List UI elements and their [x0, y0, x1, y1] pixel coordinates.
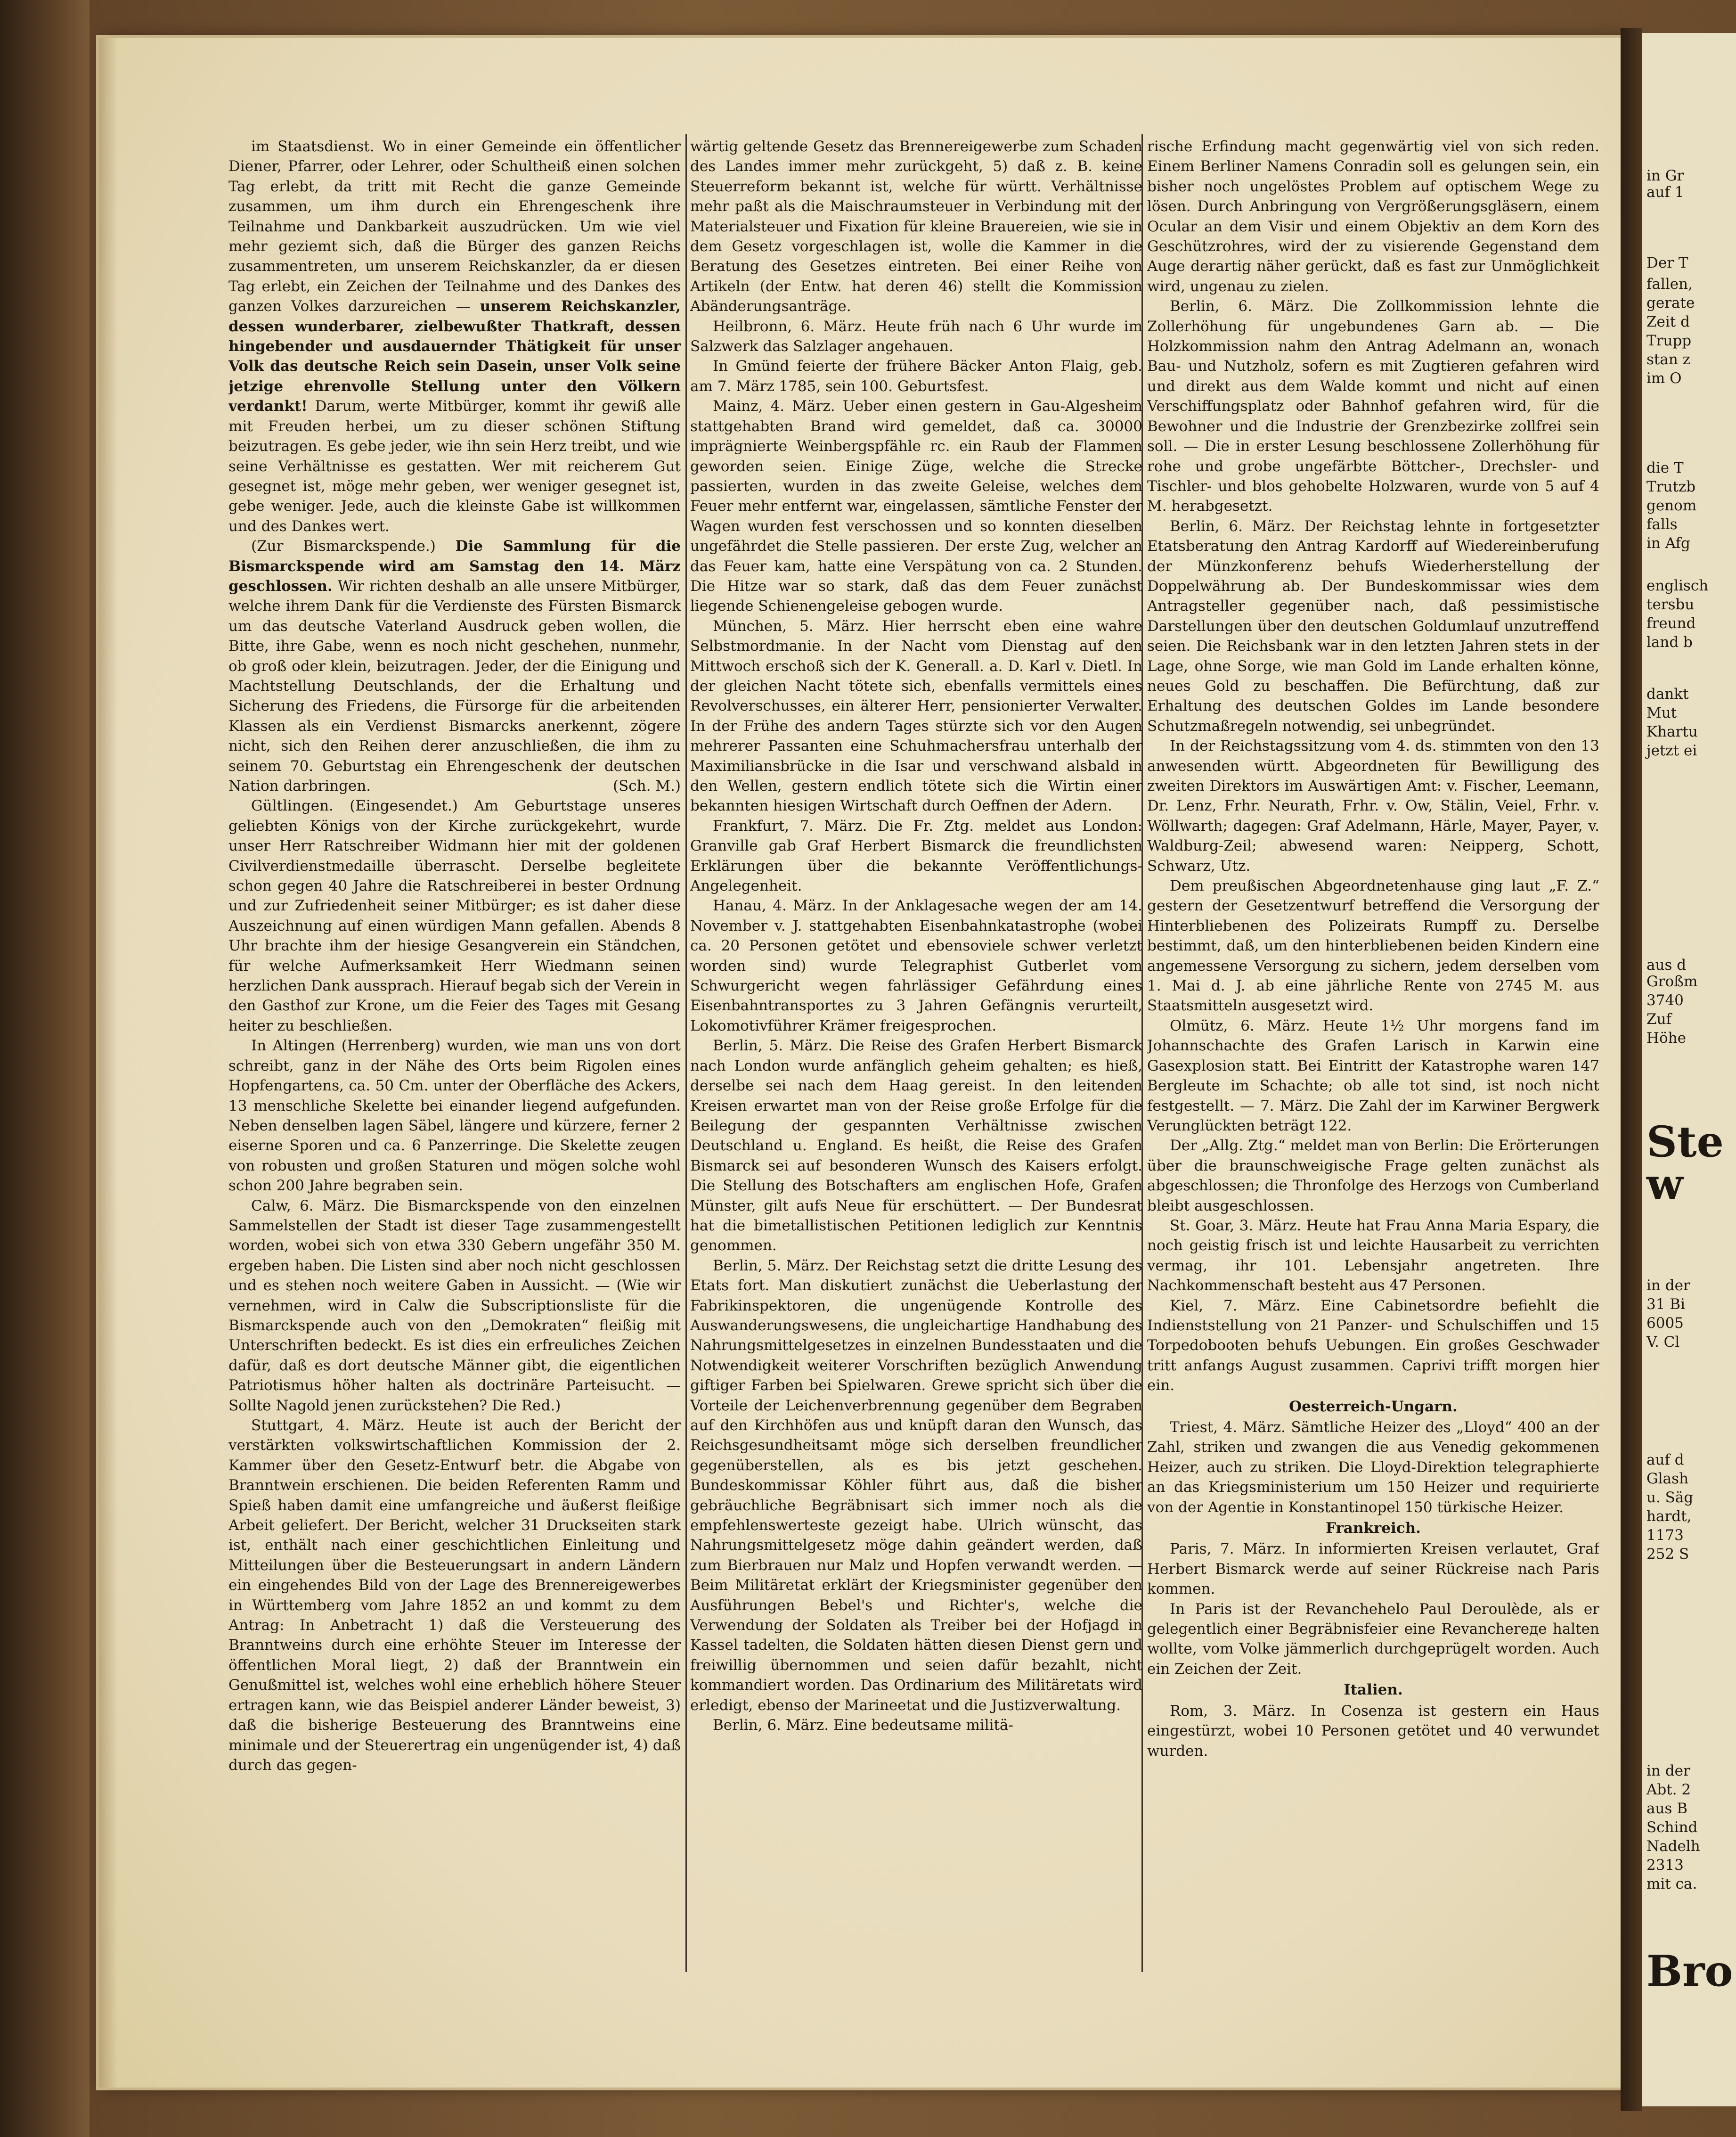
- adjacent-text-fragment: Mut: [1646, 704, 1677, 721]
- article-paragraph: [690, 1256, 1142, 1715]
- paragraph-text: Kiel, 7. März. Eine Cabinetsordre befiehlt die Indienststellung von 21 Panzer- und Schulschiffen und 15 Torpedobooten behufs Uebungen. Ein großes Geschwader tritt anfangs August zusammen. Caprivi trifft morgen hier ein.: [1147, 1297, 1599, 1394]
- adjacent-text-fragment: die T: [1646, 459, 1684, 476]
- adjacent-text-fragment: freund: [1646, 615, 1696, 632]
- adjacent-text-fragment: mit ca.: [1646, 1875, 1697, 1892]
- article-paragraph: [690, 356, 1142, 396]
- paragraph-text: München, 5. März. Hier herrscht eben eine wahre Selbstmordmanie. In der Nacht vom Dienstag auf den Mittwoch erschoß sich der K. Generall. a. D. Karl v. Dietl. In der gleichen Nacht tötete sich, ebenfalls vermittels eines Revolverschusses, ein älterer Herr, pensionierter Verwalter. In der Frühe des andern Tages stürzte sich vor den Augen mehrerer Passanten eine Schuhmachersfrau unterhalb der Maximiliansbrücke in die Isar und verschwand alsbald in den Wellen, gestern endlich tötete sich die Wirtin einer bekannten hiesigen Wirtschaft durch Oeffnen der Adern.: [690, 617, 1142, 815]
- article-paragraph: [690, 616, 1142, 816]
- paragraph-text: Berlin, 6. März. Die Zollkommission lehnte die Zollerhöhung für ungebundenes Garn ab. — Die Holzkommission nahm den Antrag Adelmann an, wonach Bau- und Nutzholz, sofern es mit Zugtieren gefahren wird und direkt aus dem Walde kommt und nicht auf einen Verschiffungsplatz oder Bahnhof gefahren wird, für die Bewohner und die Industrie der Grenzbezirke zollfrei sein soll. — Die in erster Lesung beschlossene Zollerhöhung für rohe und grobe ungefärbte Böttcher-, Drechsler- und Tischler- und blos gehobelte Holzwaren, wurde von 5 auf 4 M. herabgesetzt.: [1147, 298, 1599, 515]
- section-heading: Frankreich.: [1326, 1520, 1421, 1537]
- adjacent-text-fragment: Nadelh: [1646, 1838, 1700, 1855]
- bold-emphasis: Die Sammlung für die Bismarckspende wird am Samstag den 14. März geschlossen.: [228, 538, 681, 595]
- section-heading: Oesterreich-Ungarn.: [1289, 1398, 1458, 1415]
- adjacent-text-fragment: Höhe: [1646, 1030, 1687, 1047]
- adjacent-text-fragment: Bro: [1646, 1946, 1733, 1996]
- adjacent-text-fragment: tersbu: [1646, 596, 1695, 613]
- article-paragraph: [1147, 1136, 1599, 1216]
- paragraph-text: Hanau, 4. März. In der Anklagesache wegen der am 14. November v. J. stattgehabten Eisenbahnkatastrophe (wobei ca. 20 Personen getötet und ebensoviele schwer verletzt worden sind) wurde Telegraphist Gutberlet vom Schwurgericht wegen fahrlässiger Gefährdung eines Eisenbahntransportes zu 3 Jahren Gefängnis verurteilt, Lokomotivführer Krämer freigesprochen.: [690, 897, 1142, 1034]
- adjacent-text-fragment: Trupp: [1646, 332, 1692, 349]
- article-paragraph: [228, 1036, 681, 1195]
- article-paragraph: [228, 1416, 681, 1775]
- paragraph-text: Stuttgart, 4. März. Heute ist auch der Bericht der verstärkten volkswirtschaftlichen Kommission der 2. Kammer über den Gesetz-Entwurf betr. die Abgabe von Branntwein erschienen. Die beiden Referenten Ramm und Spieß haben damit eine umfangreiche und äußerst fleißige Arbeit geliefert. Der Bericht, welcher 31 Druckseiten stark ist, enthält nach einer geschichtlichen Einleitung und Mitteilungen über die Besteuerungsart in andern Ländern ein eingehendes Bild von der Lage des Brennereigewerbes in Württemberg vom Jahre 1852 an und kommt zu dem Antrag: In Anbetracht 1) daß die Versteuerung des Branntweins durch eine erhöhte Steuer im Interesse der öffentlichen Moral liegt, 2) daß der Branntwein ein Genußmittel ist, welches wohl eine erheblich höhere Steuer ertragen kann, wie das Beispiel anderer Länder beweist, 3) daß die bisherige Besteuerung des Branntweins eine minimale und der Steuerertrag ein ungenügender ist, 4) daß durch das gegen-: [228, 1417, 681, 1774]
- paragraph-text: In Gmünd feierte der frühere Bäcker Anton Flaig, geb. am 7. März 1785, sein 100. Geburtsfest.: [690, 358, 1142, 395]
- article-paragraph: [690, 137, 1142, 317]
- paragraph-text: Paris, 7. März. In informierten Kreisen verlautet, Graf Herbert Bismarck werde auf seiner Rückreise nach Paris kommen.: [1147, 1540, 1599, 1598]
- paragraph-text: Calw, 6. März. Die Bismarckspende von den einzelnen Sammelstellen der Stadt ist dieser Tage zusammengestellt worden, wobei sich von etwa 330 Gebern ungefähr 350 M. ergeben haben. Die Listen sind aber noch nicht geschlossen und es stehen noch weitere Gaben in Aussicht. — (Wie wir vernehmen, wird in Calw die Subscriptionsliste für die Bismarckspende auch von den „Demokraten“ fleißig mit Unterschriften bedeckt. Es ist dies ein erfreuliches Zeichen dafür, daß es dort deutsche Männer gibt, die eigentlichen Patriotismus höher halten als doctrinäre Parteisucht. — Sollte Nagold jenen zurückstehen? Die Red.): [228, 1197, 681, 1414]
- author-signature: (Sch. M.): [612, 778, 681, 794]
- article-paragraph: [690, 1715, 1142, 1735]
- paragraph-text: Berlin, 5. März. Der Reichstag setzt die dritte Lesung des Etats fort. Man diskutiert zunächst die Ueberlastung der Fabrikinspektoren, die ungenügende Kontrolle des Auswanderungswesens, die ungleichartige Handhabung des Nahrungsmittelgesetzes in einzelnen Bundesstaaten und die Notwendigkeit weiterer Vorschriften bezüglich Anwendung giftiger Farben bei Spielwaren. Grewe spricht sich über die Vorteile der Leichenverbrennung gegenüber dem Begraben auf den Kirchhöfen aus und knüpft daran den Wunsch, das Reichsgesundheitsamt möge sich derselben freundlicher gegenüberstellen, als es bis jetzt geschehen. Bundeskommissar Köhler führt aus, daß die bisher gebräuchliche Begräbnisart sich immer noch als die empfehlenswerteste gezeigt habe. Ulrich wünscht, das Nahrungsmittelgesetz möge dahin geändert werden, daß zum Bierbrauen nur Malz und Hopfen verwandt werden. — Beim Militäretat erklärt der Kriegsminister gegenüber den Ausführungen Bebel's und Richter's, welche die Verwendung der Soldaten als Treiber bei der Hofjagd in Kassel tadelten, die Soldaten hätten diesen Dienst gern und freiwillig übernommen und seien dafür bezahlt, nicht kommandiert worden. Das Ordinarium des Militäretats wird erledigt, ebenso der Marineetat und die Justizverwaltung.: [690, 1257, 1142, 1714]
- adjacent-text-fragment: gerate: [1646, 295, 1695, 311]
- adjacent-text-fragment: Abt. 2: [1646, 1781, 1691, 1798]
- adjacent-text-fragment: aus B: [1646, 1800, 1687, 1817]
- paragraph-text: Berlin, 6. März. Eine bedeutsame militä-: [713, 1717, 1014, 1734]
- adjacent-text-fragment: jetzt ei: [1646, 742, 1697, 759]
- paragraph-text: Gültlingen. (Eingesendet.) Am Geburtstage unseres geliebten Königs von der Kirche zurückgekehrt, wurde unser Herr Ratschreiber Widmann hier mit der goldenen Civilverdienstmedaille überrascht. Derselbe begleitete schon gegen 40 Jahre die Ratschreiberei in bester Ordnung und zur Zufriedenheit seiner Mitbürger; es ist daher diese Auszeichnung auf einen würdigen Mann gefallen. Abends 8 Uhr brachte ihm der hiesige Gesangverein ein Ständchen, für welche Aufmerksamkeit Herr Wiedmann seinen herzlichen Dank aussprach. Hierauf begab sich der Verein in den Gasthof zur Krone, um die Feier des Tages mit Gesang heiter zu beschließen.: [228, 797, 681, 1034]
- article-paragraph: [690, 317, 1142, 357]
- adjacent-text-fragment: in der: [1646, 1277, 1690, 1294]
- adjacent-text-fragment: Ste: [1646, 1117, 1724, 1167]
- adjacent-text-fragment: englisch: [1646, 577, 1709, 594]
- paragraph-text: (Zur Bismarckspende.): [251, 538, 456, 555]
- paragraph-text: rische Erfindung macht gegenwärtig viel von sich reden. Einem Berliner Namens Conradin soll es gelungen sein, ein bisher noch ungelöstes Problem auf optischem Wege zu lösen. Durch Anbringung von Vergrößerungsgläsern, einem Ocular an dem Visir und einem Objektiv an dem Korn des Geschützrohres, wird der zu visierende Gegenstand dem Auge derartig näher gerückt, daß es fast zur Unmöglichkeit wird, ungenau zu zielen.: [1147, 138, 1599, 295]
- paragraph-text: In Altingen (Herrenberg) wurden, wie man uns von dort schreibt, ganz in der Nähe des Orts beim Rigolen eines Hopfengartens, ca. 50 Cm. unter der Oberfläche des Ackers, 13 menschliche Skelette bei einander liegend aufgefunden. Neben denselben lagen Säbel, längere und kürzere, ferner 2 eiserne Sporen und ca. 6 Panzerringe. Die Skelette zeugen von robusten und großen Staturen und mögen solche wohl schon 200 Jahre begraben sein.: [228, 1037, 681, 1195]
- paragraph-text: Der „Allg. Ztg.“ meldet man von Berlin: Die Erörterungen über die braunschweigische Frage gelten zunächst als abgeschlossen; die Thronfolge des Herzogs von Cumberland bleibt ausgeschlossen.: [1147, 1137, 1599, 1214]
- text-column-1: [228, 137, 681, 1965]
- article-paragraph: [1147, 1016, 1599, 1136]
- adjacent-text-fragment: Trutzb: [1646, 478, 1696, 495]
- page-gutter: [1621, 28, 1642, 2111]
- adjacent-text-fragment: stan z: [1646, 351, 1690, 368]
- article-paragraph: [1147, 876, 1599, 1016]
- article-paragraph: [1147, 1701, 1599, 1761]
- article-paragraph: [690, 896, 1142, 1036]
- article-paragraph: [1147, 137, 1599, 296]
- article-paragraph: [690, 816, 1142, 896]
- adjacent-text-fragment: in Afg: [1646, 535, 1690, 552]
- section-heading: Italien.: [1344, 1681, 1403, 1699]
- page-edge-shadow: [99, 38, 118, 2088]
- adjacent-text-fragment: Khartu: [1646, 723, 1698, 740]
- article-paragraph: [1147, 1216, 1599, 1296]
- adjacent-text-fragment: auf d: [1646, 1451, 1684, 1468]
- paragraph-text: Dem preußischen Abgeordnetenhause ging laut „F. Z.“ gestern der Gesetzentwurf betreffend die Versorgung der Hinterbliebenen des Polizeirats Rumpff zu. Derselbe bestimmt, daß, um den hinterbliebenen beiden Kindern eine angemessene Versorgung zu sichern, jedem derselben vom 1. Mai d. J. ab eine jährliche Rente von 2745 M. aus Staatsmitteln ausgesetzt wird.: [1147, 877, 1599, 1015]
- adjacent-text-fragment: Zuf: [1646, 1011, 1671, 1028]
- adjacent-text-fragment: 6005: [1646, 1315, 1684, 1332]
- paragraph-text: Mainz, 4. März. Ueber einen gestern in Gau-Algesheim stattgehabten Brand wird gemeldet, daß ca. 30000 imprägnierte Weinbergspfähle rc. ein Raub der Flammen geworden seien. Einige Züge, welche die Strecke passierten, wurden in das zweite Geleise, welches dem Feuer mehr entfernt war, eingelassen, sämtliche Fenster der Wagen wurden fest verschossen und so konnten dieselben ungefährdet die Stelle passieren. Der erste Zug, welcher an das Feuer kam, hatte eine Verspätung von ca. 2 Stunden. Die Hitze war so stark, daß das dem Feuer zunächst liegende Schienengeleise gebogen wurde.: [690, 398, 1142, 615]
- article-paragraph: [1147, 736, 1599, 876]
- adjacent-text-fragment: w: [1646, 1159, 1683, 1209]
- paragraph-text: Berlin, 6. März. Der Reichstag lehnte in fortgesetzter Etatsberatung den Antrag Kardorff auf Wiedereinberufung der Münzkonferenz behufs Wiederherstellung der Doppelwährung ab. Der Bundeskommissar wies dem Antragsteller gegenüber nach, daß pessimistische Darstellungen über den deutschen Goldumlauf unzutreffend seien. Die Reichsbank war in den letzten Jahren stets in der Lage, ohne Sorge, wie man Gold im Lande erhalten könne, neues Gold zu beschaffen. Die Befürchtung, daß zur Erhaltung des deutschen Goldes im Lande besondere Schutzmaßregeln notwendig, sei unbegründet.: [1147, 517, 1599, 735]
- bold-emphasis: unserem Reichskanzler, dessen wunderbarer, zielbewußter Thatkraft, dessen hingebender und ausdauernder Thätigkeit für unser Volk das deutsche Reich sein Dasein, unser Volk seine jetzige ehrenvolle Stellung unter den Völkern verdankt!: [228, 298, 681, 415]
- adjacent-text-fragment: Glash: [1646, 1470, 1689, 1487]
- paragraph-text: im Staatsdienst. Wo in einer Gemeinde ein öffentlicher Diener, Pfarrer, oder Lehrer, oder Schultheiß einen solchen Tag erlebt, da tritt mit Recht die ganze Gemeinde zusammen, um ihm durch ein Ehrengeschenk ihre Teilnahme und Dankbarkeit auszudrücken. Um wie viel mehr geziemt sich, daß die Bürger des ganzen Reichs zusammentreten, um unserem Reichskanzler, da er diesen Tag erlebt, ein Zeichen der Teilnahme und des Dankes des ganzen Volkes darzureichen —: [228, 138, 681, 315]
- adjacent-text-fragment: land b: [1646, 634, 1693, 651]
- adjacent-page-fragment: [1642, 33, 1736, 2106]
- adjacent-text-fragment: 252 S: [1646, 1546, 1689, 1563]
- adjacent-text-fragment: u. Säg: [1646, 1489, 1694, 1506]
- paragraph-text: Heilbronn, 6. März. Heute früh nach 6 Uhr wurde im Salzwerk das Salzlager angehauen.: [690, 318, 1142, 355]
- paragraph-text: In Paris ist der Revanchehelo Paul Deroulède, als er gelegentlich einer Begräbnisfeier eine Revanchereде halten wollte, vom Volke jämmerlich durchgeprügelt worden. Auch ein Zeichen der Zeit.: [1147, 1600, 1599, 1678]
- paragraph-text: In der Reichstagssitzung vom 4. ds. stimmten von den 13 anwesenden württ. Abgeordneten für Bewilligung des zweiten Direktors im Auswärtigen Amt: v. Fischer, Leemann, Dr. Lenz, Frhr. Neurath, Frhr. v. Ow, Stälin, Veiel, Frhr. v. Wöllwarth; dagegen: Graf Adelmann, Härle, Mayer, Payer, v. Waldburg-Zeil; abwesend waren: Neipperg, Schott, Schwarz, Utz.: [1147, 737, 1599, 875]
- paragraph-text: St. Goar, 3. März. Heute hat Frau Anna Maria Espary, die noch geistig frisch ist und leichte Hausarbeit zu verrichten vermag, ihr 101. Lebensjahr angetreten. Ihre Nachkommenschaft besteht aus 47 Personen.: [1147, 1217, 1599, 1294]
- adjacent-text-fragment: in Gr: [1646, 167, 1684, 184]
- paragraph-text: Olmütz, 6. März. Heute 1½ Uhr morgens fand im Johannschachte des Grafen Larisch in Karwin eine Gasexplosion statt. Bei Eintritt der Katastrophe waren 147 Bergleute im Schachte; ob alle tot sind, ist noch nicht festgestellt. — 7. März. Die Zahl der im Karwiner Bergwerk Verunglückten beträgt 122.: [1147, 1017, 1599, 1134]
- article-paragraph: [690, 1036, 1142, 1255]
- article-paragraph: [1147, 1599, 1599, 1679]
- paragraph-text: Darum, werte Mitbürger, kommt ihr gewiß alle mit Freuden herbei, um zu dieser schönen Stiftung beizutragen. Es gebe jeder, wie ihn sein Herz treibt, und wie seine Verhältnisse es gestatten. Wer mit reicherem Gut gesegnet ist, möge mehr geben, wer weniger gesegnet ist, gebe weniger. Jede, auch die kleinste Gabe ist willkommen und des Dankes wert.: [228, 398, 681, 535]
- adjacent-text-fragment: in der: [1646, 1762, 1690, 1779]
- adjacent-text-fragment: genom: [1646, 497, 1697, 514]
- adjacent-text-fragment: Zeit d: [1646, 313, 1690, 330]
- article-paragraph: [1147, 296, 1599, 516]
- paragraph-text: wärtig geltende Gesetz das Brennereigewerbe zum Schaden des Landes immer mehr zurückgeht, 5) daß z. B. keine Steuerreform bekannt ist, welche für württ. Verhältnisse mehr paßt als die Maischraumsteuer in Verbindung mit der Materialsteuer und Fixation für kleine Brauereien, wie sie in dem Gesetz vorgeschlagen ist, wolle die Kammer in die Beratung des Gesetzes eintreten. Bei einer Reihe von Artikeln (der Entw. hat deren 46) stellt die Kommission Abänderungsanträge.: [690, 138, 1142, 315]
- article-paragraph: [1147, 1539, 1599, 1599]
- article-paragraph: [690, 396, 1142, 616]
- paragraph-text: Triest, 4. März. Sämtliche Heizer des „Lloyd“ 400 an der Zahl, striken und zwangen die aus Venedig gekommenen Heizer, auch zu striken. Die Lloyd-Direktion telegraphierte an das Kriegsministerium um 150 Heizer und requirierte von der Agentie in Konstantinopel 150 türkische Heizer.: [1147, 1419, 1599, 1516]
- adjacent-text-fragment: 31 Bi: [1646, 1296, 1685, 1313]
- adjacent-text-fragment: V. Cl: [1646, 1334, 1680, 1351]
- paragraph-text: Frankfurt, 7. März. Die Fr. Ztg. meldet aus London: Granville gab Graf Herbert Bismarck die freundlichsten Erklärungen über die bekannte Veröffentlichungs-Angelegenheit.: [690, 817, 1142, 895]
- book-spine: [0, 0, 90, 2137]
- article-paragraph: [228, 1196, 681, 1416]
- adjacent-text-fragment: fallen,: [1646, 276, 1693, 293]
- adjacent-text-fragment: 2313: [1646, 1857, 1684, 1874]
- text-column-3: [1147, 137, 1599, 1965]
- adjacent-text-fragment: aus d: [1646, 957, 1687, 974]
- article-paragraph: [1147, 1296, 1599, 1396]
- adjacent-text-fragment: 3740: [1646, 992, 1684, 1009]
- text-column-2: [690, 137, 1142, 1965]
- adjacent-text-fragment: Großm: [1646, 973, 1698, 990]
- adjacent-text-fragment: im O: [1646, 370, 1682, 387]
- article-paragraph: [1147, 516, 1599, 736]
- article-paragraph: [228, 796, 681, 1036]
- paragraph-text: Rom, 3. März. In Cosenza ist gestern ein Haus eingestürzt, wobei 10 Personen getötet und 40 verwundet wurden.: [1147, 1702, 1599, 1760]
- adjacent-text-fragment: 1173: [1646, 1527, 1684, 1544]
- column-rule: [685, 134, 687, 1972]
- paragraph-text: Wir richten deshalb an alle unsere Mitbürger, welche ihrem Dank für die Verdienste des Fürsten Bismarck um das deutsche Vaterland Ausdruck geben wollen, die Bitte, ihre Gabe, wenn es noch nicht geschehen, nunmehr, ob groß oder klein, beizutragen. Jeder, der die Einigung und Machtstellung Deutschlands, der die Erhaltung und Sicherung des Friedens, die Fürsorge für die arbeitenden Klassen als ein Verdienst Bismarcks anerkennt, zögere nicht, sich den Reihen derer anzuschließen, die ihm zu seinem 70. Geburtstag ein Ehrengeschenk der deutschen Nation darbringen.: [228, 577, 681, 794]
- adjacent-text-fragment: Schind: [1646, 1819, 1698, 1836]
- adjacent-text-fragment: falls: [1646, 516, 1678, 533]
- article-paragraph: [1147, 1417, 1599, 1517]
- adjacent-text-fragment: Der T: [1646, 254, 1688, 271]
- adjacent-text-fragment: dankt: [1646, 686, 1689, 703]
- paragraph-text: Berlin, 5. März. Die Reise des Grafen Herbert Bismarck nach London wurde anfänglich geheim gehalten; es hieß, derselbe sei nach dem Haag gereist. In den leitenden Kreisen erwartet man von der Reise große Erfolge für die Beilegung der gespannten Verhältnisse zwischen Deutschland u. England. Es heißt, die Reise des Grafen Bismarck sei auf besonderen Wunsch des Kaisers erfolgt. Die Stellung des Botschafters am englischen Hofe, Grafen Münster, gilt aufs Neue für erschüttert. — Der Bundesrat hat die bimetallistischen Petitionen lediglich zur Kenntnis genommen.: [690, 1037, 1142, 1254]
- article-paragraph: [228, 137, 681, 536]
- article-paragraph: [228, 536, 681, 796]
- adjacent-text-fragment: auf 1: [1646, 184, 1684, 201]
- adjacent-text-fragment: hardt,: [1646, 1508, 1692, 1525]
